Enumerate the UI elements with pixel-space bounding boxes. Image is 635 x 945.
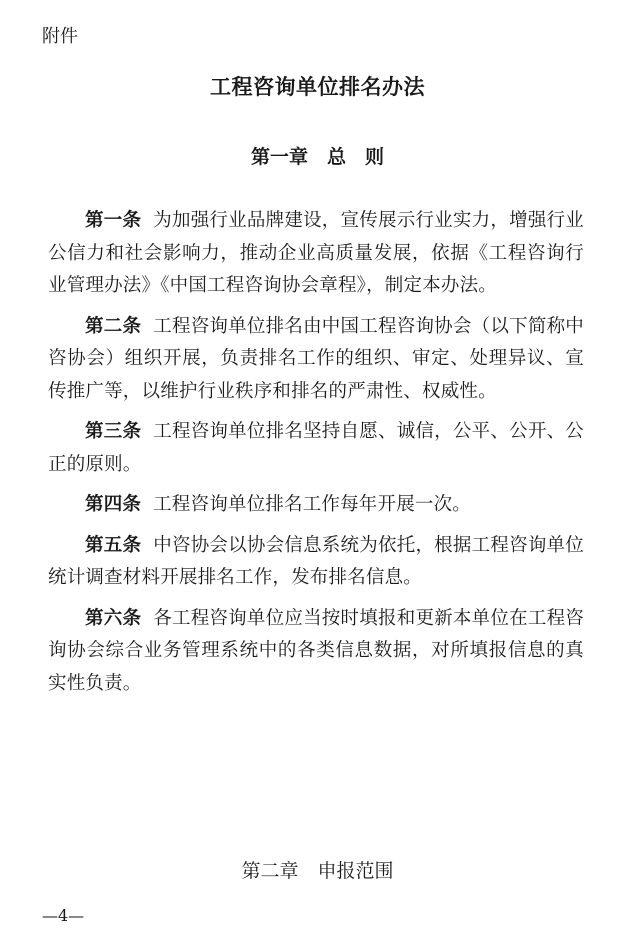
article-label: 第三条 bbox=[85, 421, 142, 442]
article-4 bbox=[48, 489, 584, 522]
article-5 bbox=[48, 530, 584, 595]
article-text: 中咨协会以协会信息系统为依托，根据工程咨询单位统计调查材料开展排名工作，发布排名信息。 bbox=[48, 534, 584, 588]
article-label: 第四条 bbox=[85, 494, 142, 515]
chapter-heading-2: 第二章 申报范围 bbox=[241, 860, 394, 882]
document-title: 工程咨询单位排名办法 bbox=[210, 75, 425, 99]
article-label: 第一条 bbox=[85, 210, 142, 231]
article-label: 第五条 bbox=[85, 534, 142, 556]
article-text: 工程咨询单位排名工作每年开展一次。 bbox=[153, 494, 472, 515]
document-body bbox=[48, 205, 584, 708]
article-text: 工程咨询单位排名由中国工程咨询协会（以下简称中咨协会）组织开展，负责排名工作的组织、审定、处理异议、宣传推广等，以维护行业秩序和排名的严肃性、权威性。 bbox=[48, 315, 584, 402]
article-label: 第二条 bbox=[85, 315, 142, 337]
article-text: 为加强行业品牌建设，宣传展示行业实力，增强行业公信力和社会影响力，推动企业高质量发展，依据《工程咨询行业管理办法》《中国工程咨询协会章程》，制定本办法。 bbox=[48, 210, 584, 296]
article-6 bbox=[48, 603, 584, 701]
article-label: 第六条 bbox=[85, 607, 142, 629]
article-1 bbox=[48, 205, 584, 303]
article-text: 各工程咨询单位应当按时填报和更新本单位在工程咨询协会综合业务管理系统中的各类信息数据，对所填报信息的真实性负责。 bbox=[48, 607, 584, 694]
attachment-label: 附件 bbox=[42, 26, 78, 47]
article-text: 工程咨询单位排名坚持自愿、诚信，公平、公开、公正的原则。 bbox=[48, 421, 584, 475]
chapter-heading-1: 第一章 总 则 bbox=[250, 146, 384, 168]
article-2 bbox=[48, 311, 584, 409]
article-3 bbox=[48, 416, 584, 481]
page-number: —4— bbox=[42, 906, 85, 925]
